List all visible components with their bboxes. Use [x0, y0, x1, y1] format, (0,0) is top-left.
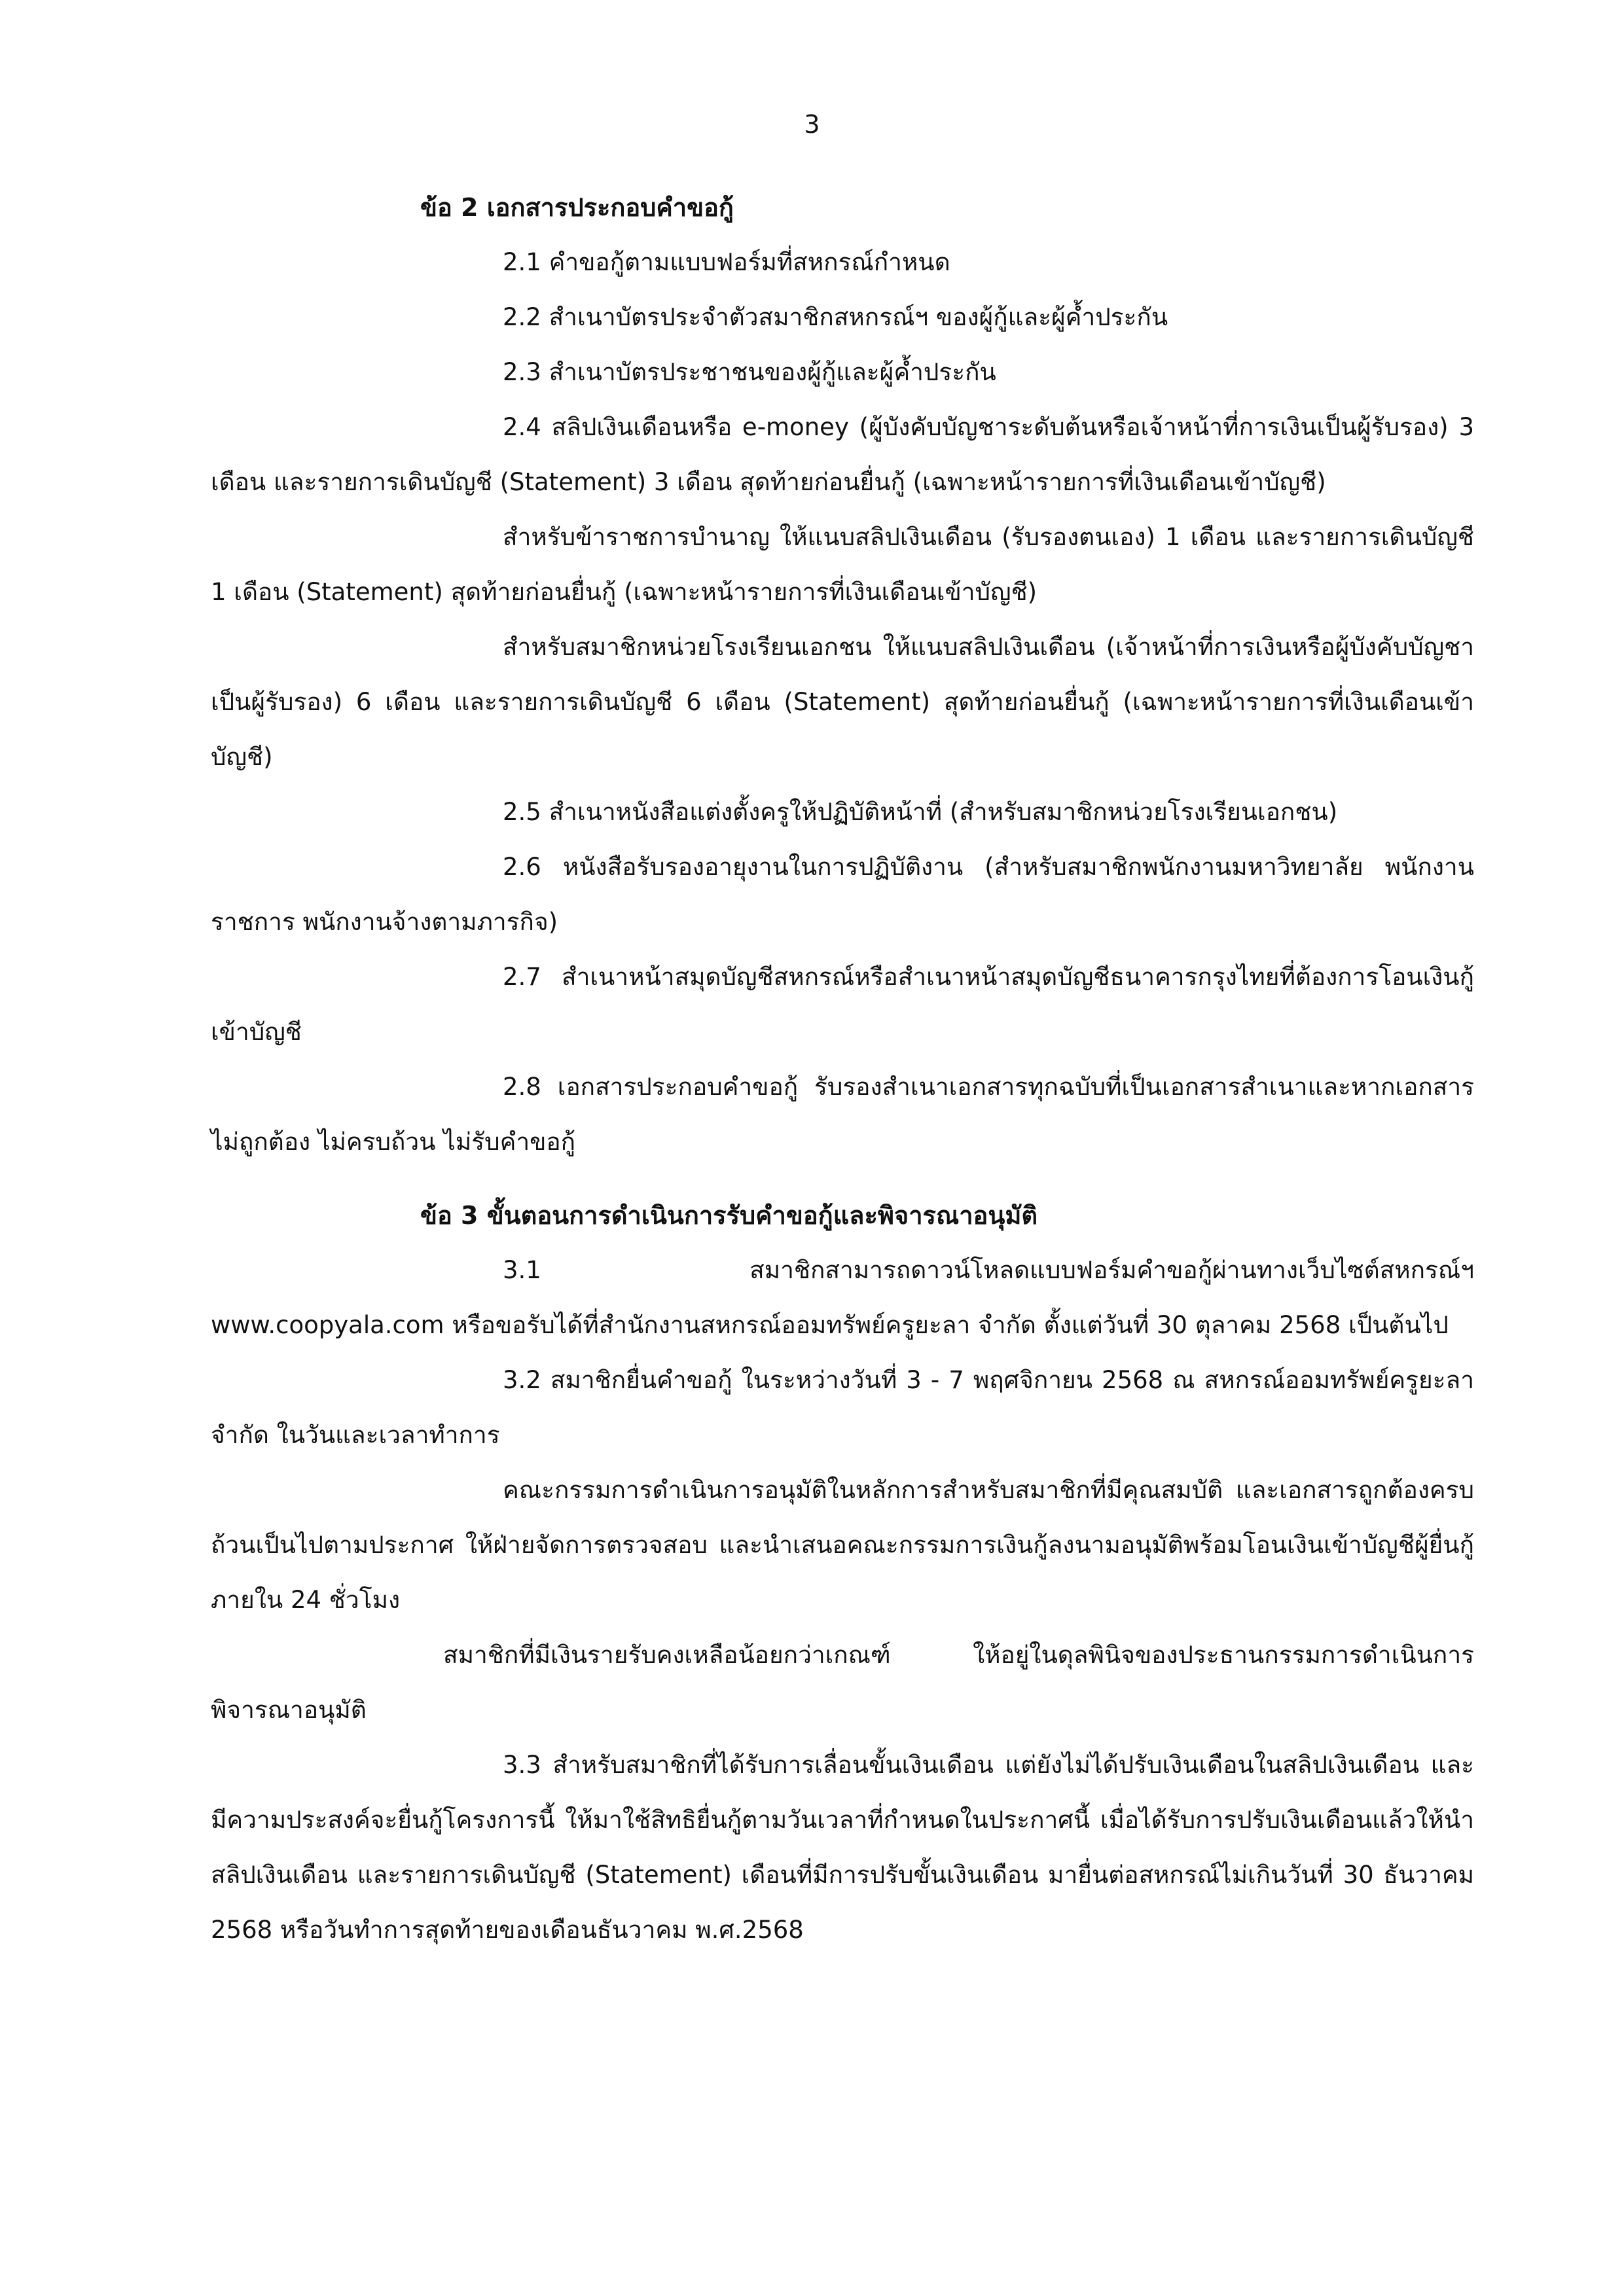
item-2-3: 2.3 สำเนาบัตรประชาชนของผู้กู้และผู้ค้ำประกัน	[503, 358, 996, 386]
item-3-3: 3.3 สำหรับสมาชิกที่ได้รับการเลื่อนขั้นเงินเดือน แต่ยังไม่ได้ปรับเงินเดือนในสลิปเงินเดือน และมีความประสงค์จะยื่นกู้โครงการนี้ ให้มาใช้สิทธิยื่นกู้ตามวันเวลาที่กำหนดในประกาศนี้ เมื่อได้รับการปรับเงินเดือนแล้วให้นำสลิปเงินเดือน และรายการเดินบัญชี (Statement) เดือนที่มีการปรับขั้นเงินเดือน มายื่นต่อสหกรณ์ไม่เกินวันที่ 30 ธันวาคม 2568 หรือวันทำการสุดท้ายของเดือนธันวาคม พ.ศ.2568	[211, 1751, 1474, 1944]
page-number: 3	[804, 110, 820, 139]
item-2-4: 2.4 สลิปเงินเดือนหรือ e-money (ผู้บังคับบัญชาระดับต้นหรือเจ้าหน้าที่การเงินเป็นผู้รับรอง) 3 เดือน และรายการเดินบัญชี (Statement) 3 เดือน สุดท้ายก่อนยื่นกู้ (เฉพาะหน้ารายการที่เงินเดือนเข้าบัญชี)	[211, 413, 1474, 496]
item-2-1: 2.1 คำขอกู้ตามแบบฟอร์มที่สหกรณ์กำหนด	[503, 248, 950, 276]
item-2-7: 2.7 สำเนาหน้าสมุดบัญชีสหกรณ์หรือสำเนาหน้าสมุดบัญชีธนาคารกรุงไทยที่ต้องการโอนเงินกู้เข้าบัญชี	[211, 963, 1474, 1046]
item-2-5: 2.5 สำเนาหนังสือแต่งตั้งครูให้ปฏิบัติหน้าที่ (สำหรับสมาชิกหน่วยโรงเรียนเอกชน)	[503, 798, 1338, 826]
section-heading: ข้อ 2 เอกสารประกอบคำขอกู้	[420, 193, 734, 222]
item-2-6: 2.6 หนังสือรับรองอายุงานในการปฏิบัติงาน (สำหรับสมาชิกพนักงานมหาวิทยาลัย พนักงานราชการ พนักงานจ้างตามภารกิจ)	[211, 853, 1474, 936]
private-school-note: สำหรับสมาชิกหน่วยโรงเรียนเอกชน ให้แนบสลิปเงินเดือน (เจ้าหน้าที่การเงินหรือผู้บังคับบัญชาเป็นผู้รับรอง) 6 เดือน และรายการเดินบัญชี 6 เดือน (Statement) สุดท้ายก่อนยื่นกู้ (เฉพาะหน้ารายการที่เงินเดือนเข้าบัญชี)	[211, 633, 1474, 771]
item-3-2: 3.2 สมาชิกยื่นคำขอกู้ ในระหว่างวันที่ 3 - 7 พฤศจิกายน 2568 ณ สหกรณ์ออมทรัพย์ครูยะลา จำกัด ในวันและเวลาทำการ	[211, 1366, 1474, 1449]
section-2-loan-documents	[211, 180, 1474, 1170]
item-2-8: 2.8 เอกสารประกอบคำขอกู้ รับรองสำเนาเอกสารทุกฉบับที่เป็นเอกสารสำเนาและหากเอกสารไม่ถูกต้อง ไม่ครบถ้วน ไม่รับคำขอกู้	[211, 1073, 1474, 1156]
committee-approval-note: คณะกรรมการดำเนินการอนุมัติในหลักการสำหรับสมาชิกที่มีคุณสมบัติ และเอกสารถูกต้องครบถ้วนเป็นไปตามประกาศ ให้ฝ่ายจัดการตรวจสอบ และนำเสนอคณะกรรมการเงินกู้ลงนามอนุมัติพร้อมโอนเงินเข้าบัญชีผู้ยื่นกู้ ภายใน 24 ชั่วโมง	[211, 1476, 1474, 1614]
document-body	[211, 180, 1474, 1958]
insufficient-income-note: สมาชิกที่มีเงินรายรับคงเหลือน้อยกว่าเกณฑ์ ให้อยู่ในดุลพินิจของประธานกรรมการดำเนินการพิจารณาอนุมัติ	[211, 1641, 1474, 1724]
section-heading: ข้อ 3 ขั้นตอนการดำเนินการรับคำขอกู้และพิจารณาอนุมัติ	[420, 1201, 1038, 1230]
section-3-application-process	[211, 1188, 1474, 1958]
item-2-2: 2.2 สำเนาบัตรประจำตัวสมาชิกสหกรณ์ฯ ของผู้กู้และผู้ค้ำประกัน	[503, 303, 1168, 331]
item-3-1: 3.1 สมาชิกสามารถดาวน์โหลดแบบฟอร์มคำขอกู้ผ่านทางเว็บไซต์สหกรณ์ฯ www.coopyala.com หรือขอรับได้ที่สำนักงานสหกรณ์ออมทรัพย์ครูยะลา จำกัด ตั้งแต่วันที่ 30 ตุลาคม 2568 เป็นต้นไป	[211, 1256, 1474, 1339]
pensioner-note: สำหรับข้าราชการบำนาญ ให้แนบสลิปเงินเดือน (รับรองตนเอง) 1 เดือน และรายการเดินบัญชี 1 เดือน (Statement) สุดท้ายก่อนยื่นกู้ (เฉพาะหน้ารายการที่เงินเดือนเข้าบัญชี)	[211, 523, 1474, 606]
